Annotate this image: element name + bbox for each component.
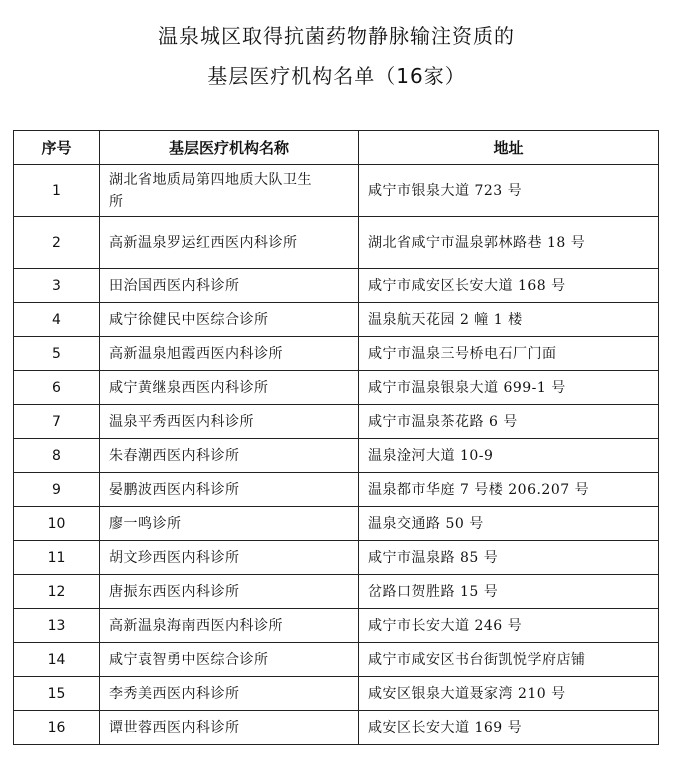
row-no: 6	[14, 371, 100, 405]
table-row	[14, 405, 659, 439]
table-row	[14, 337, 659, 371]
row-name: 咸宁黄继泉西医内科诊所	[100, 371, 359, 405]
row-name: 田治国西医内科诊所	[100, 269, 359, 303]
row-address: 咸宁市温泉茶花路 6 号	[359, 405, 659, 439]
table-row	[14, 711, 659, 745]
row-no: 10	[14, 507, 100, 541]
table-row	[14, 575, 659, 609]
row-no: 2	[14, 217, 100, 269]
row-name: 咸宁徐健民中医综合诊所	[100, 303, 359, 337]
table-row	[14, 217, 659, 269]
row-no: 8	[14, 439, 100, 473]
table-row	[14, 473, 659, 507]
row-address: 咸宁市咸安区长安大道 168 号	[359, 269, 659, 303]
row-no: 3	[14, 269, 100, 303]
row-name: 唐振东西医内科诊所	[100, 575, 359, 609]
table-row	[14, 541, 659, 575]
header-address: 地址	[359, 131, 659, 165]
row-no: 1	[14, 165, 100, 217]
row-address: 咸宁市温泉银泉大道 699-1 号	[359, 371, 659, 405]
header-name: 基层医疗机构名称	[100, 131, 359, 165]
row-no: 5	[14, 337, 100, 371]
row-address: 咸宁市长安大道 246 号	[359, 609, 659, 643]
row-address: 咸宁市咸安区书台街凯悦学府店铺	[359, 643, 659, 677]
row-no: 9	[14, 473, 100, 507]
row-name	[100, 217, 359, 269]
row-address: 咸安区银泉大道聂家湾 210 号	[359, 677, 659, 711]
table-row	[14, 609, 659, 643]
table-row	[14, 643, 659, 677]
row-name	[100, 165, 359, 217]
row-address: 咸宁市银泉大道 723 号	[359, 165, 659, 217]
table-row	[14, 677, 659, 711]
row-name: 谭世蓉西医内科诊所	[100, 711, 359, 745]
table-row	[14, 303, 659, 337]
table-row	[14, 439, 659, 473]
row-address: 温泉淦河大道 10-9	[359, 439, 659, 473]
row-name: 朱春潮西医内科诊所	[100, 439, 359, 473]
row-no: 16	[14, 711, 100, 745]
table-row	[14, 269, 659, 303]
row-name-text: 湖北省地质局第四地质大队卫生所	[109, 171, 312, 210]
row-no: 7	[14, 405, 100, 439]
row-no: 15	[14, 677, 100, 711]
row-name: 晏鹏波西医内科诊所	[100, 473, 359, 507]
row-address: 咸宁市温泉路 85 号	[359, 541, 659, 575]
row-name: 高新温泉旭霞西医内科诊所	[100, 337, 359, 371]
row-no: 14	[14, 643, 100, 677]
row-name: 胡文珍西医内科诊所	[100, 541, 359, 575]
row-name: 咸宁袁智勇中医综合诊所	[100, 643, 359, 677]
row-address: 岔路口贺胜路 15 号	[359, 575, 659, 609]
table-row	[14, 165, 659, 217]
row-address: 温泉都市华庭 7 号楼 206.207 号	[359, 473, 659, 507]
table-row	[14, 371, 659, 405]
row-name-text: 高新温泉罗运红西医内科诊所	[109, 234, 298, 251]
row-name: 廖一鸣诊所	[100, 507, 359, 541]
row-no: 12	[14, 575, 100, 609]
row-address: 温泉交通路 50 号	[359, 507, 659, 541]
row-name: 李秀美西医内科诊所	[100, 677, 359, 711]
institution-table	[13, 130, 659, 745]
row-no: 4	[14, 303, 100, 337]
row-name: 高新温泉海南西医内科诊所	[100, 609, 359, 643]
document-title-line2: 基层医疗机构名单（16家）	[207, 64, 466, 88]
row-address: 温泉航天花园 2 幢 1 楼	[359, 303, 659, 337]
table-row	[14, 507, 659, 541]
row-address: 咸安区长安大道 169 号	[359, 711, 659, 745]
row-address: 湖北省咸宁市温泉郭林路巷 18 号	[359, 217, 659, 269]
row-no: 11	[14, 541, 100, 575]
row-address: 咸宁市温泉三号桥电石厂门面	[359, 337, 659, 371]
table-header-row	[14, 131, 659, 165]
document-title-line1: 温泉城区取得抗菌药物静脉输注资质的	[158, 24, 515, 48]
header-no: 序号	[14, 131, 100, 165]
row-no: 13	[14, 609, 100, 643]
row-name: 温泉平秀西医内科诊所	[100, 405, 359, 439]
